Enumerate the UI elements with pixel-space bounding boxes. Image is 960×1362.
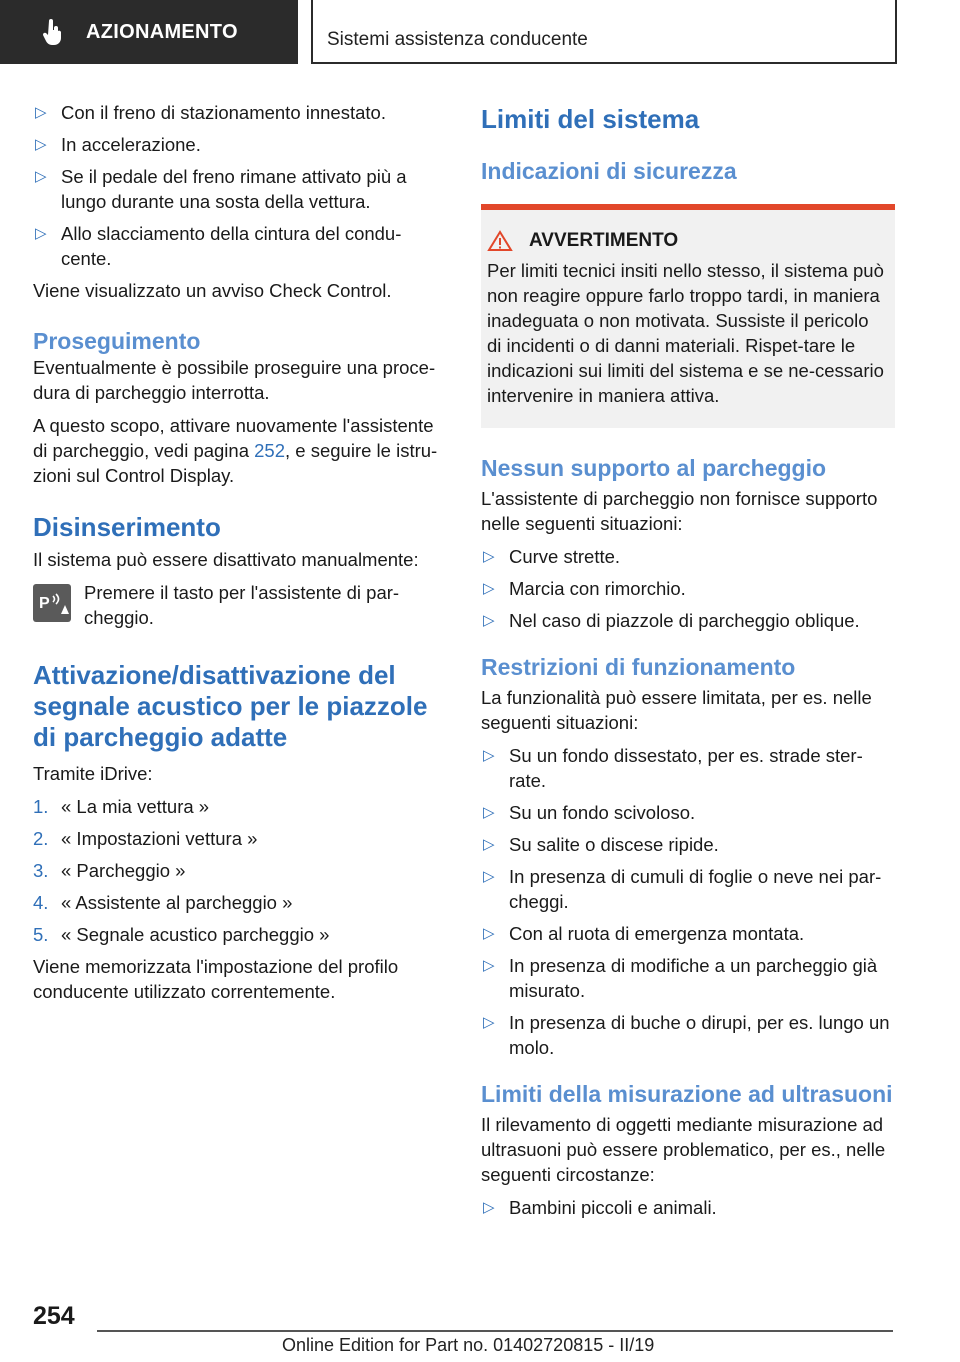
park-button-text: Premere il tasto per l'assistente di par-cheggio. — [84, 582, 400, 628]
triangle-bullet-icon: ▷ — [35, 136, 47, 153]
triangle-bullet-icon: ▷ — [483, 868, 495, 885]
right-column — [481, 104, 895, 1227]
left-column — [33, 100, 451, 1004]
list-item: 2. « Impostazioni vettura » — [33, 828, 258, 849]
list-item: ▷ Marcia con rimorchio. — [483, 578, 686, 599]
list-item: ▷ Su salite o discese ripide. — [483, 834, 719, 855]
check-control-text: Viene visualizzato un avviso Check Control. — [33, 280, 392, 301]
bullet-list-restrizioni — [481, 743, 895, 1060]
park-button-instruction — [33, 580, 451, 630]
bullet-list-deactivation-causes — [33, 100, 451, 271]
list-item: ▷ In accelerazione. — [35, 134, 201, 155]
list-item: ▷ Con al ruota di emergenza montata. — [483, 923, 805, 944]
warning-title: AVVERTIMENTO — [487, 230, 887, 252]
list-item: ▷ Curve strette. — [483, 546, 621, 567]
attivazione-outro: Viene memorizzata l'impostazione del profilo conducente utilizzato correntemente. — [33, 956, 399, 1002]
heading-restrizioni: Restrizioni di funzionamento — [481, 654, 796, 680]
list-item: ▷ Bambini piccoli e animali. — [483, 1197, 717, 1218]
hand-pointer-icon — [42, 19, 64, 45]
heading-proseguimento: Proseguimento — [33, 328, 201, 354]
disinserimento-p1: Il sistema può essere disattivato manualmente: — [33, 549, 419, 570]
bullet-list-nessun — [481, 544, 895, 633]
bullet-list-ultrasuoni — [481, 1195, 895, 1220]
triangle-bullet-icon: ▷ — [483, 612, 495, 629]
nessun-intro: L'assistente di parcheggio non fornisce supporto nelle seguenti situazioni: — [481, 488, 878, 534]
attivazione-intro: Tramite iDrive: — [33, 763, 153, 784]
list-item: 1. « La mia vettura » — [33, 796, 210, 817]
list-item: ▷ In presenza di cumuli di foglie o neve nei par-cheggi. — [483, 866, 882, 912]
heading-disinserimento: Disinserimento — [33, 512, 221, 542]
list-item: ▷ Se il pedale del freno rimane attivato più a lungo durante una sosta della vettura. — [35, 166, 407, 212]
footer-divider — [97, 1330, 893, 1332]
numbered-steps — [33, 794, 451, 947]
page-link-252[interactable]: 252 — [254, 440, 286, 461]
header-section-tab — [0, 0, 298, 64]
triangle-bullet-icon: ▷ — [483, 1014, 495, 1031]
restrizioni-intro: La funzionalità può essere limitata, per es. nelle seguenti situazioni: — [481, 687, 872, 733]
triangle-bullet-icon: ▷ — [483, 548, 495, 565]
list-item: ▷ Allo slacciamento della cintura del condu-cente. — [35, 223, 402, 269]
footer-edition: Online Edition for Part no. 01402720815 - II/19 — [282, 1335, 655, 1355]
list-item: 5. « Segnale acustico parcheggio » — [33, 924, 330, 945]
heading-nessun-supporto: Nessun supporto al parcheggio — [481, 455, 827, 481]
triangle-bullet-icon: ▷ — [35, 225, 47, 242]
triangle-bullet-icon: ▷ — [483, 957, 495, 974]
triangle-bullet-icon: ▷ — [483, 804, 495, 821]
list-item: ▷ Nel caso di piazzole di parcheggio oblique. — [483, 610, 860, 631]
list-item: 4. « Assistente al parcheggio » — [33, 892, 293, 913]
heading-limiti-sistema: Limiti del sistema — [481, 104, 700, 134]
proseguimento-p2: A questo scopo, attivare nuovamente l'assistente di parcheggio, vedi pagina 252, e seguire le istru-zioni sul Control Display. — [33, 415, 438, 486]
page-number: 254 — [33, 1302, 75, 1330]
triangle-bullet-icon: ▷ — [483, 1199, 495, 1216]
header-chapter-box — [311, 0, 897, 64]
header-section-title: AZIONAMENTO — [86, 20, 238, 43]
triangle-bullet-icon: ▷ — [35, 104, 47, 121]
triangle-bullet-icon: ▷ — [483, 925, 495, 942]
heading-attivazione: Attivazione/disattivazione del segnale acustico per le piazzole di parcheggio adatte — [33, 660, 428, 752]
triangle-bullet-icon: ▷ — [483, 580, 495, 597]
list-item: ▷ Su un fondo scivoloso. — [483, 802, 696, 823]
warning-text: Per limiti tecnici insiti nello stesso, il sistema può non reagire oppure farlo troppo tardi, in maniera inadeguata o non motivata. Sussiste il pericolo di incidenti o di danni materiali. Rispet-tare le indicazioni sui limiti del sistema e se ne-cessario intervenire in maniera attiva. — [487, 260, 884, 406]
triangle-bullet-icon: ▷ — [483, 747, 495, 764]
list-item: ▷ In presenza di buche o dirupi, per es. lungo un molo. — [483, 1012, 890, 1058]
list-item: ▷ In presenza di modifiche a un parcheggio già misurato. — [483, 955, 878, 1001]
heading-ultrasuoni: Limiti della misurazione ad ultrasuoni — [481, 1081, 893, 1107]
list-item: ▷ Su un fondo dissestato, per es. strade ster-rate. — [483, 745, 863, 791]
ultrasuoni-intro: Il rilevamento di oggetti mediante misurazione ad ultrasuoni può essere problematico, per es., nelle seguenti circostanze: — [481, 1114, 886, 1185]
warning-box — [481, 204, 895, 428]
heading-indicazioni-sicurezza: Indicazioni di sicurezza — [481, 158, 737, 184]
header-chapter-title: Sistemi assistenza conducente — [327, 29, 588, 50]
svg-text:P: P — [39, 595, 50, 612]
proseguimento-p1: Eventualmente è possibile proseguire una proce-dura di parcheggio interrotta. — [33, 357, 436, 403]
list-item: 3. « Parcheggio » — [33, 860, 186, 881]
triangle-bullet-icon: ▷ — [35, 168, 47, 185]
warning-triangle-icon — [487, 230, 513, 252]
park-assist-button-icon — [33, 584, 71, 622]
triangle-bullet-icon: ▷ — [483, 836, 495, 853]
list-item: ▷ Con il freno di stazionamento innestato. — [35, 102, 386, 123]
